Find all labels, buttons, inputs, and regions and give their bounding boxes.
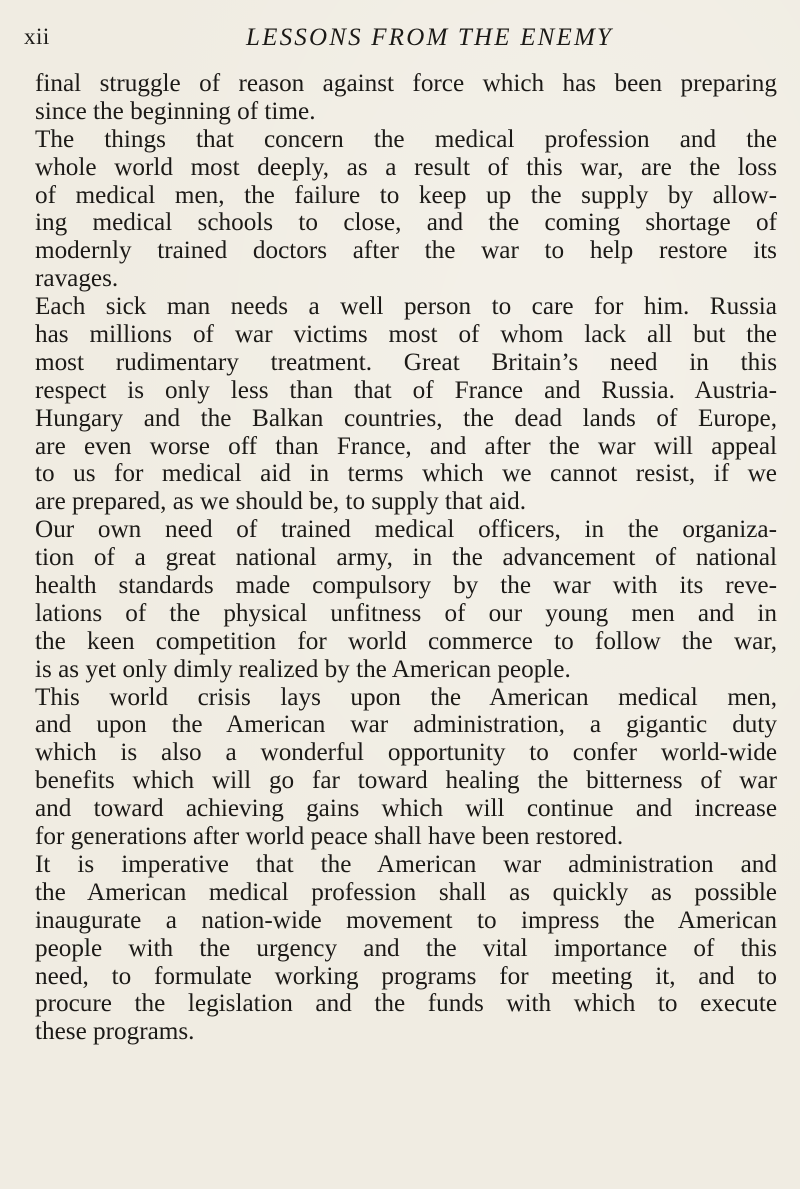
text-line: tion of a great national army, in the advancement of national	[35, 544, 777, 572]
text-line: need, to formulate working programs for meeting it, and to	[35, 962, 777, 990]
text-line: inaugurate a nation-wide movement to impress the American	[35, 906, 777, 934]
text-line: Each sick man needs a well person to care for him. Russia	[35, 293, 777, 321]
text-line: modernly trained doctors after the war to help restore its	[35, 237, 777, 265]
text-line: are prepared, as we should be, to supply that aid.	[35, 488, 527, 516]
text-line: the American medical profession shall as quickly as possible	[35, 878, 777, 906]
text-line: It is imperative that the American war administration and	[35, 850, 777, 878]
text-line: of medical men, the failure to keep up the supply by allow-	[35, 181, 777, 209]
text-line: ravages.	[35, 265, 119, 293]
text-line: health standards made compulsory by the war with its reve-	[35, 572, 777, 600]
text-line: final struggle of reason against force which has been preparing	[35, 70, 777, 97]
text-line: which is also a wonderful opportunity to confer world-wide	[35, 739, 777, 767]
text-line: The things that concern the medical profession and the	[35, 125, 777, 153]
text-line: to us for medical aid in terms which we cannot resist, if we	[35, 460, 777, 488]
text-line: people with the urgency and the vital importance of this	[35, 934, 777, 962]
text-line: most rudimentary treatment. Great Britain’s need in this	[35, 348, 777, 376]
text-line: the keen competition for world commerce to follow the war,	[35, 627, 777, 655]
text-line: these programs.	[35, 1018, 195, 1046]
text-line: has millions of war victims most of whom lack all but the	[35, 321, 777, 349]
text-line: and toward achieving gains which will continue and increase	[35, 795, 777, 823]
text-line: Hungary and the Balkan countries, the dead lands of Europe,	[35, 404, 777, 432]
page-header	[24, 24, 760, 58]
text-line: procure the legislation and the funds with which to execute	[35, 990, 777, 1018]
text-line: for generations after world peace shall have been restored.	[35, 823, 624, 851]
text-line: lations of the physical unfitness of our young men and in	[35, 599, 777, 627]
text-line: since the beginning of time.	[35, 97, 316, 125]
text-line: and upon the American war administration, a gigantic duty	[35, 711, 777, 739]
body-text	[35, 70, 777, 1046]
text-line: This world crisis lays upon the American medical men,	[35, 683, 777, 711]
text-line: respect is only less than that of France and Russia. Austria-	[35, 376, 777, 404]
text-line: ing medical schools to close, and the coming shortage of	[35, 209, 777, 237]
text-line: benefits which will go far toward healing the bitterness of war	[35, 767, 777, 795]
text-line: are even worse off than France, and after the war will appeal	[35, 432, 777, 460]
text-line: Our own need of trained medical officers, in the organiza-	[35, 516, 777, 544]
running-head: LESSONS FROM THE ENEMY	[246, 24, 614, 51]
text-line: is as yet only dimly realized by the American people.	[35, 655, 571, 683]
text-line: whole world most deeply, as a result of this war, are the loss	[35, 153, 777, 181]
page-number: xii	[24, 24, 50, 49]
